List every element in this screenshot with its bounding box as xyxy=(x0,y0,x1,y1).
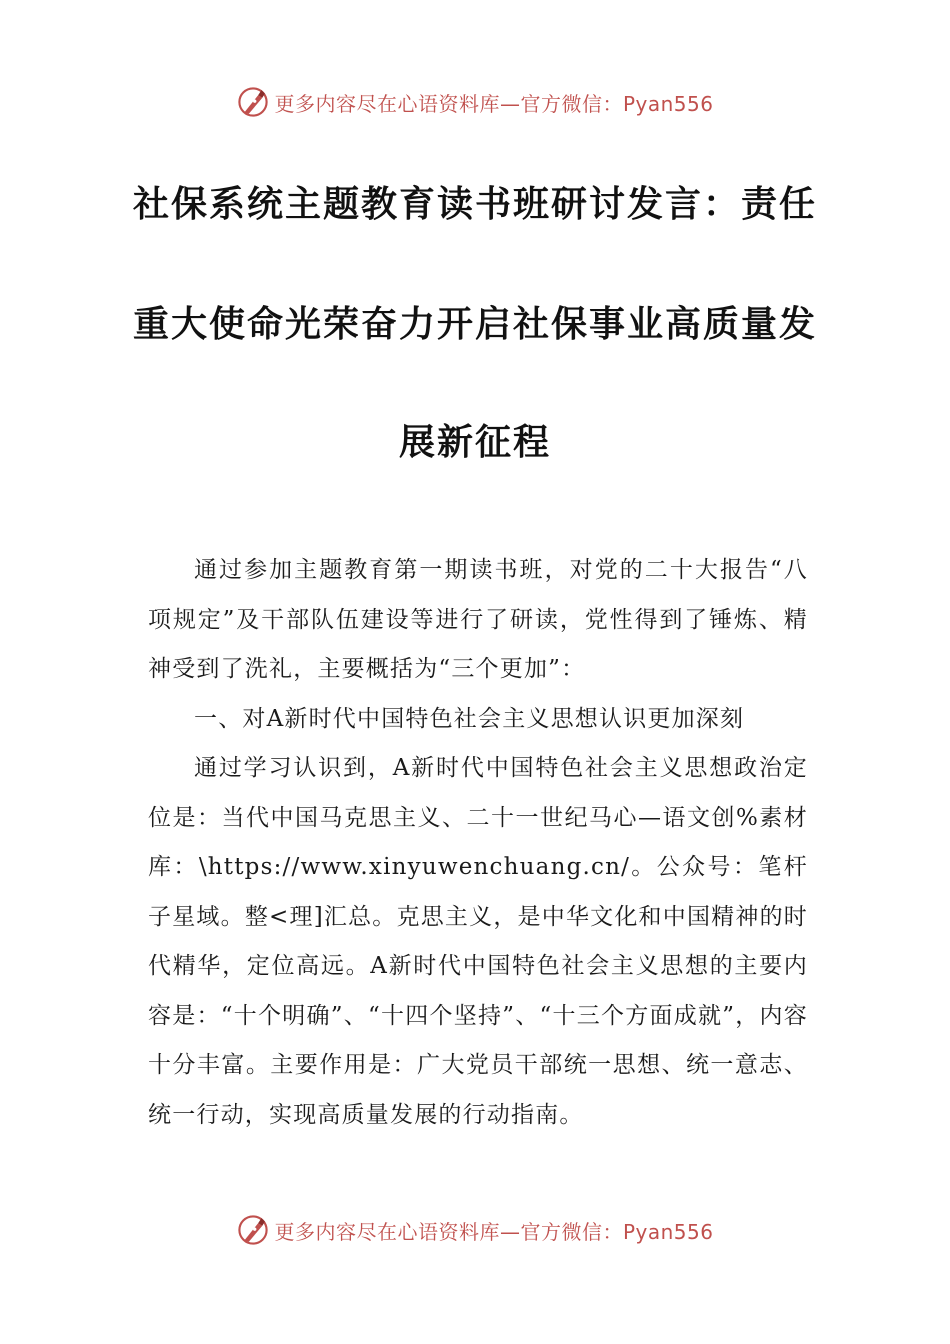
pen-nib-icon xyxy=(236,85,270,119)
header-watermark xyxy=(0,82,950,122)
footer-watermark xyxy=(0,1210,950,1250)
document-body xyxy=(148,546,808,1140)
watermark-text: 更多内容尽在心语资料库—官方微信：Pyan556 xyxy=(274,91,714,116)
title-line-1: 社保系统主题教育读书班研讨发言：责任 xyxy=(132,184,817,225)
paragraph-heading-1: 一、对A新时代中国特色社会主义思想认识更加深刻 xyxy=(194,705,745,732)
paragraph-body-1: 通过学习认识到，A新时代中国特色社会主义思想政治定位是：当代中国马克思主义、二十一世纪马心—语文创%素材库：\https://www.xinyuwenchuang.cn/。公众号：笔杆子星域。整<理]汇总。克思主义，是中华文化和中国精神的时代精华，定位高远。A新时代中国特色社会主义思想的主要内容是：“十个明确”、“十四个坚持”、“十三个方面成就”，内容十分丰富。主要作用是：广大党员干部统一思想、统一意志、统一行动，实现高质量发展的行动指南。 xyxy=(148,755,808,1128)
title-line-2: 重大使命光荣奋力开启社保事业高质量发 xyxy=(132,304,817,345)
paragraph-intro: 通过参加主题教育第一期读书班，对党的二十大报告“八项规定”及干部队伍建设等进行了研读，党性得到了锤炼、精神受到了洗礼，主要概括为“三个更加”： xyxy=(148,557,808,682)
watermark-text: 更多内容尽在心语资料库—官方微信：Pyan556 xyxy=(274,1219,714,1244)
pen-nib-icon xyxy=(236,1213,270,1247)
title-line-3: 展新征程 xyxy=(398,422,551,463)
